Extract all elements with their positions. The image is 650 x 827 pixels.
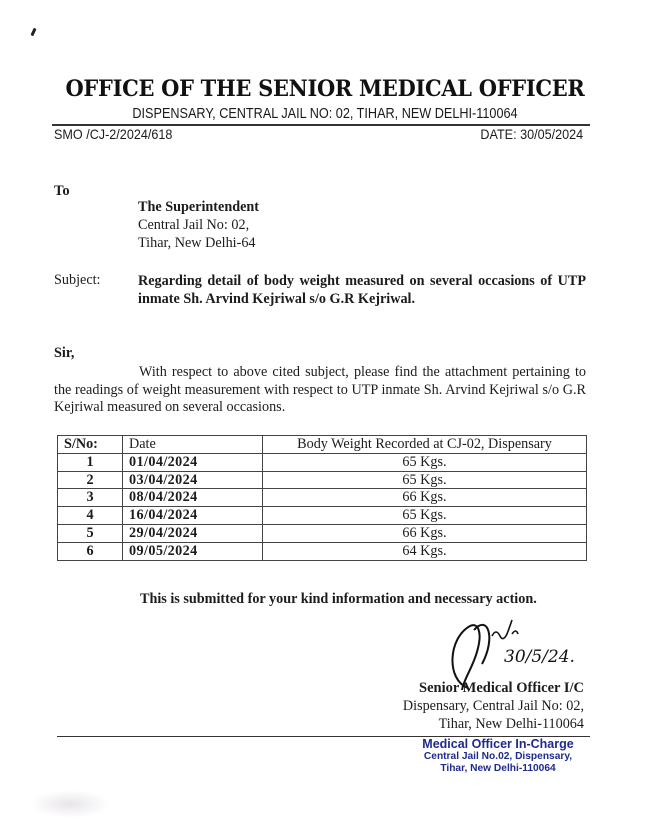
cell-date: 09/05/2024 (123, 542, 263, 560)
stamp-line: Medical Officer In-Charge (422, 737, 574, 751)
header-sno: S/No: (58, 436, 123, 454)
weight-records-table (57, 435, 587, 561)
to-label: To (54, 183, 70, 199)
table-row (58, 453, 587, 471)
salutation: Sir, (54, 345, 75, 361)
table-row (58, 489, 587, 507)
header-weight: Body Weight Recorded at CJ-02, Dispensary (263, 436, 587, 454)
cell-date: 01/04/2024 (123, 453, 263, 471)
cell-sno: 3 (58, 489, 123, 507)
subject-text: Regarding detail of body weight measured on several occasions of UTP inmate Sh. Arvind Kejriwal s/o G.R Kejriwal. (138, 273, 586, 307)
cell-sno: 6 (58, 542, 123, 560)
recipient-line: Central Jail No: 02, (138, 217, 250, 233)
signer-address-line: Dispensary, Central Jail No: 02, (402, 698, 584, 714)
signer-address-line: Tihar, New Delhi-110064 (438, 716, 584, 732)
cell-sno: 5 (58, 524, 123, 542)
paper-smudge (30, 790, 110, 818)
table-row (58, 524, 587, 542)
cell-weight: 65 Kgs. (263, 453, 587, 471)
recipient-line: Tihar, New Delhi-64 (138, 235, 256, 251)
subject-label: Subject: (54, 272, 101, 288)
cell-sno: 1 (58, 453, 123, 471)
stamp-line: Central Jail No.02, Dispensary, (423, 751, 573, 762)
letterhead-subtitle: DISPENSARY, CENTRAL JAIL NO: 02, TIHAR, NEW DELHI-110064 (132, 106, 518, 122)
official-stamp (398, 737, 598, 775)
cell-weight: 66 Kgs. (263, 489, 587, 507)
signer-title: Senior Medical Officer I/C (419, 680, 584, 696)
letter-date: DATE: 30/05/2024 (480, 126, 583, 142)
reference-number: SMO /CJ-2/2024/618 (54, 126, 173, 142)
cell-weight: 64 Kgs. (263, 542, 587, 560)
table-row (58, 471, 587, 489)
recipient-line: The Superintendent (138, 199, 260, 215)
cell-date: 03/04/2024 (123, 471, 263, 489)
letterhead-title: OFFICE OF THE SENIOR MEDICAL OFFICER (65, 76, 585, 102)
cell-sno: 4 (58, 507, 123, 525)
table-row (58, 507, 587, 525)
cell-date: 16/04/2024 (123, 507, 263, 525)
stamp-line: Tihar, New Delhi-110064 (440, 763, 556, 774)
cell-weight: 65 Kgs. (263, 471, 587, 489)
body-paragraph: With respect to above cited subject, please find the attachment pertaining to the readings of weight measurement with respect to UTP inmate Sh. Arvind Kejriwal s/o G.R Kejriwal measured on several occasions. (54, 364, 586, 415)
handwritten-signature (440, 608, 590, 690)
closing-line: This is submitted for your kind information and necessary action. (140, 591, 537, 607)
cell-date: 08/04/2024 (123, 489, 263, 507)
cell-sno: 2 (58, 471, 123, 489)
table-header-row (58, 436, 587, 454)
table-row (58, 542, 587, 560)
cell-weight: 66 Kgs. (263, 524, 587, 542)
header-date: Date (123, 436, 263, 454)
cell-date: 29/04/2024 (123, 524, 263, 542)
cell-weight: 65 Kgs. (263, 507, 587, 525)
signature-date: 30/5/24. (504, 647, 575, 667)
stray-pen-mark (30, 28, 36, 37)
